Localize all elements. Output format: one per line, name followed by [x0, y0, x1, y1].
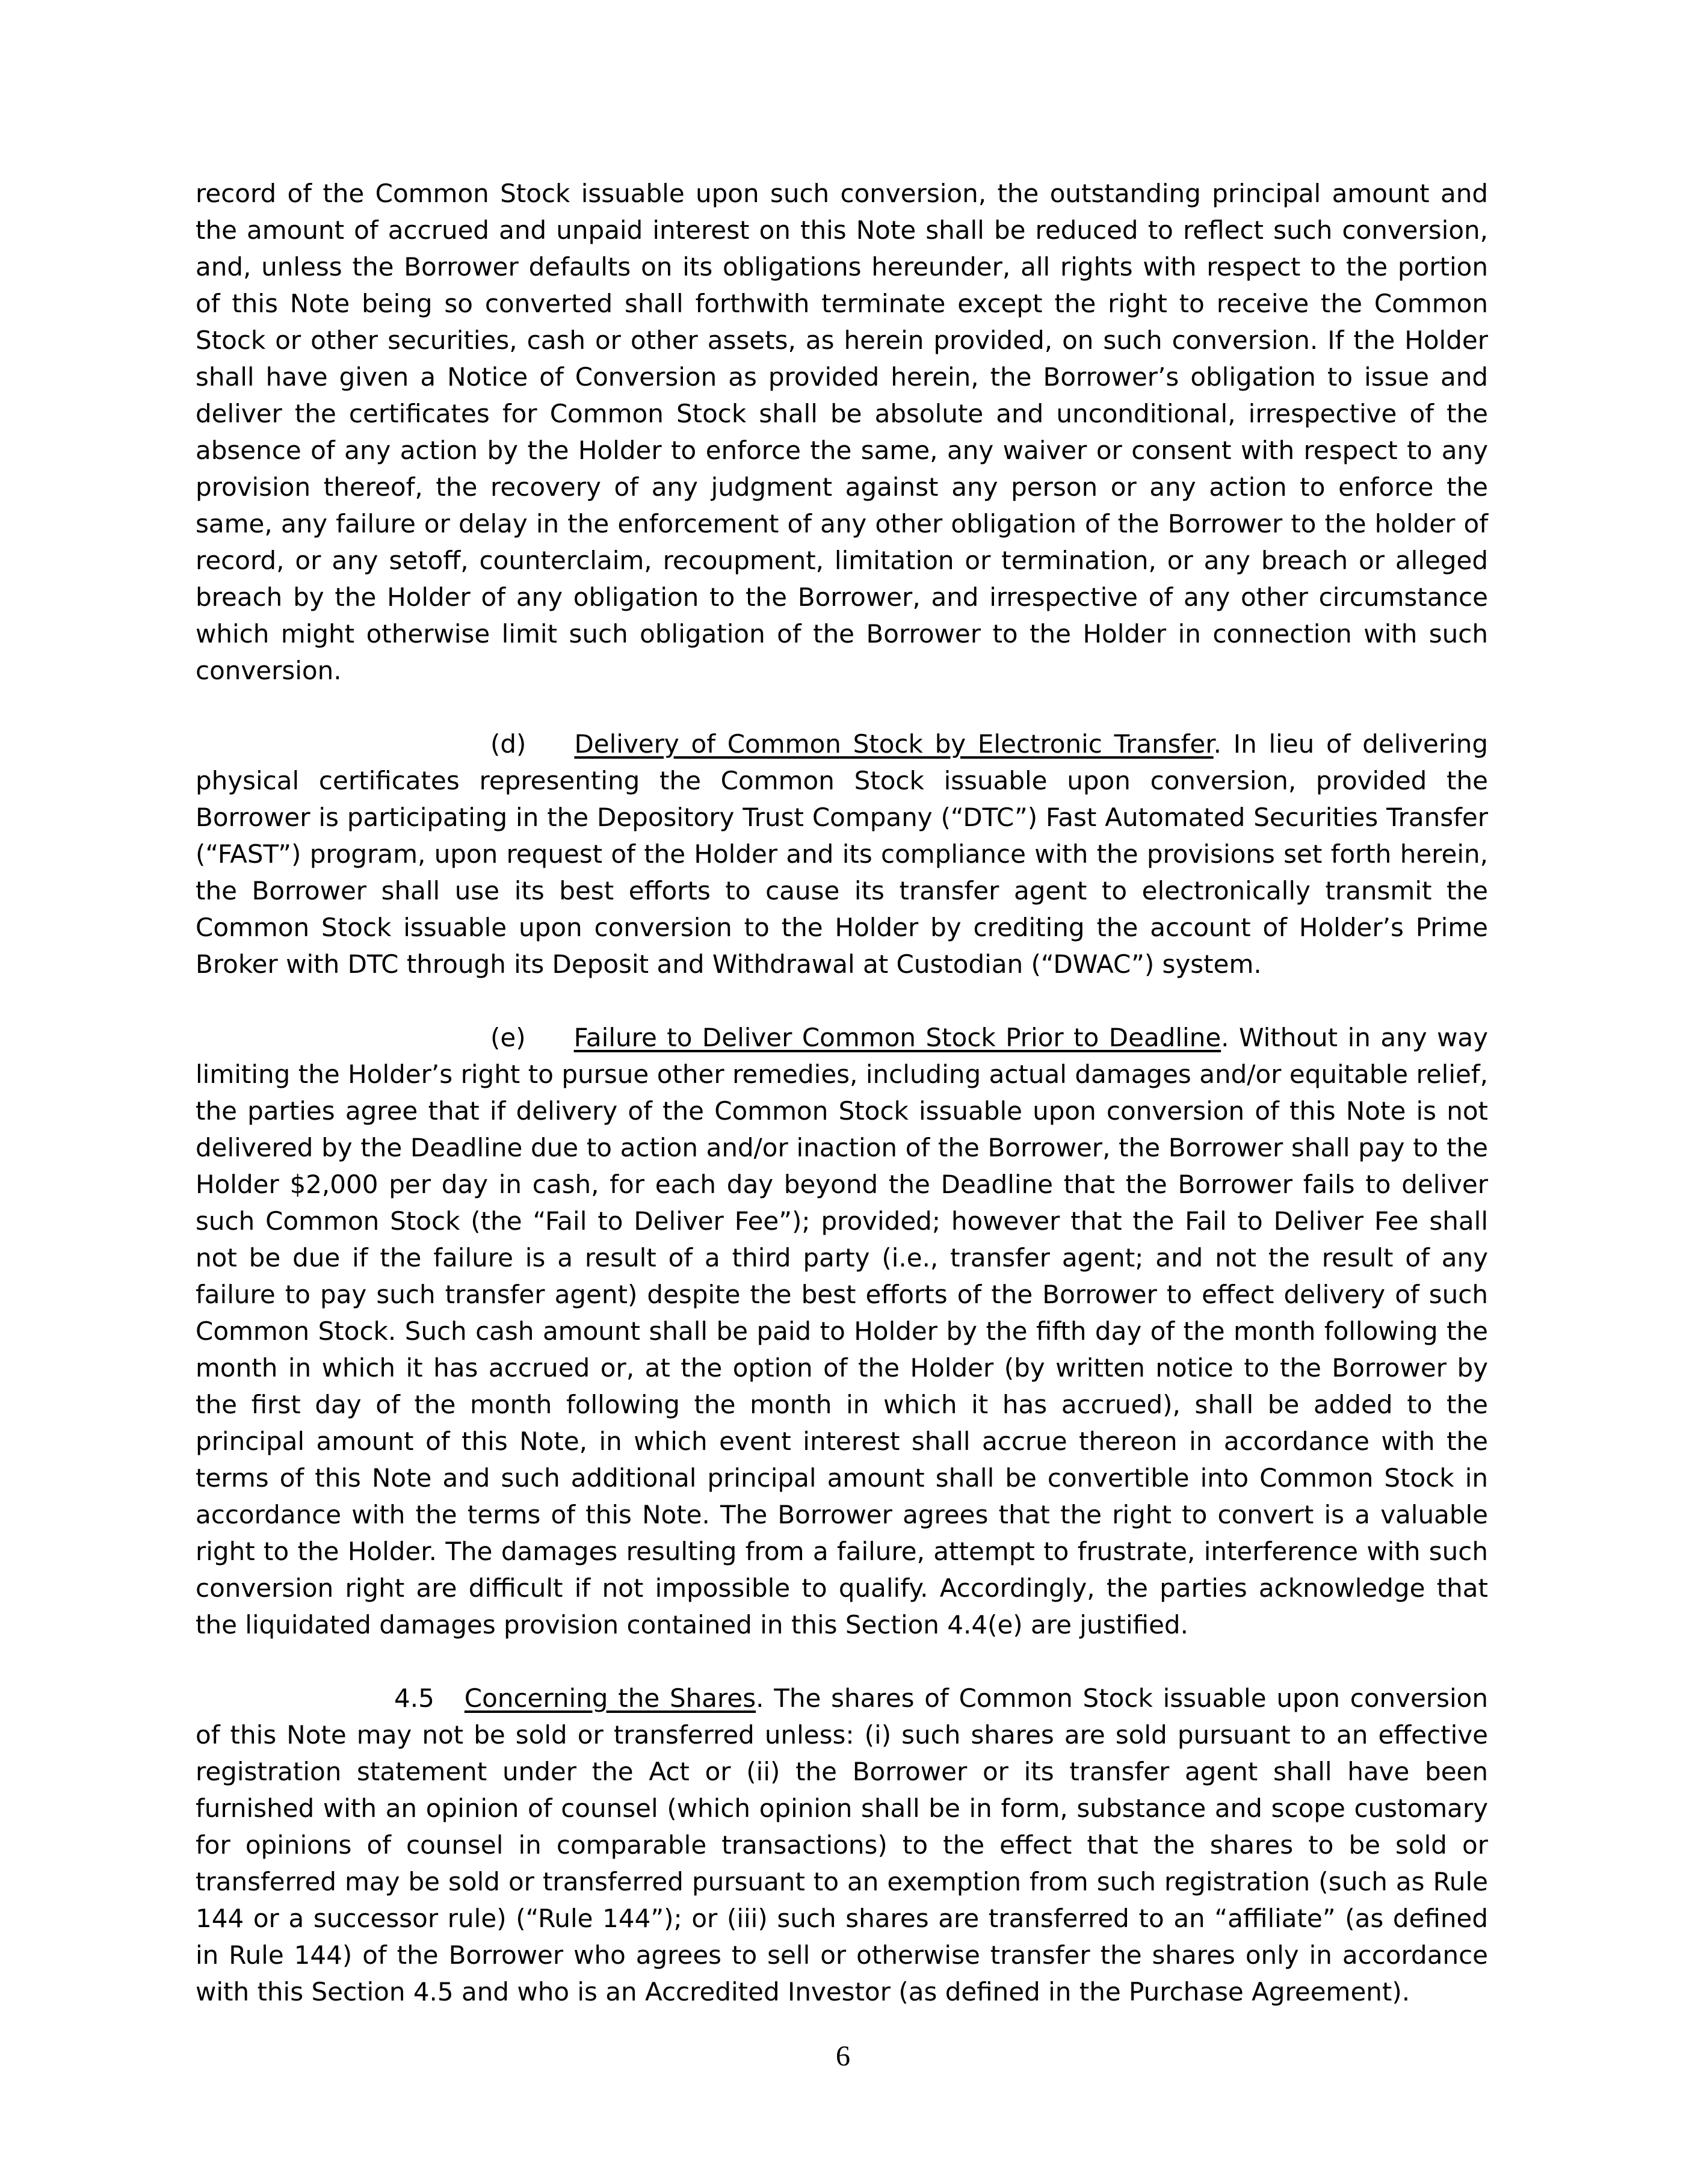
section-4-5-number: 4.5 — [394, 1683, 434, 1713]
section-4-5-heading: Concerning the Shares — [464, 1683, 756, 1713]
section-e-body: Without in any way limiting the Holder’s right to pursue other remedies, including actual damages and/or equitable relief, the parties agree that if delivery of the Common Stock issuable upon conversion of this Note is not delivered by the Deadline due to action and/or inaction of the Borrower, the Borrower shall pay to the Holder $2,000 per day in cash, for each day beyond the Deadline that the Borrower fails to deliver such Common Stock (the “Fail to Deliver Fee”); provided; however that the Fail to Deliver Fee shall not be due if the failure is a result of a third party (i.e., transfer agent; and not the result of any failure to pay such transfer agent) despite the best efforts of the Borrower to effect delivery of such Common Stock. Such cash amount shall be paid to Holder by the fifth day of the month following the month in which it has accrued or, at the option of the Holder (by written notice to the Borrower by the first day of the month following the month in which it has accrued), shall be added to the principal amount of this Note, in which event interest shall accrue thereon in accordance with the terms of this Note and such additional principal amount shall be convertible into Common Stock in accordance with the terms of this Note. The Borrower agrees that the right to convert is a valuable right to the Holder. The damages resulting from a failure, attempt to frustrate, interference with such conversion right are difficult if not impossible to qualify. Accordingly, the parties acknowledge that the liquidated damages provision contained in this Section 4.4(e) are justified. — [196, 1023, 1488, 1640]
section-4-5-body: The shares of Common Stock issuable upon conversion of this Note may not be sold or transferred unless: (i) such shares are sold pursuant to an effective registration statement under the Act or (ii) the Borrower or its transfer agent shall have been furnished with an opinion of counsel (which opinion shall be in form, substance and scope customary for opinions of counsel in comparable transactions) to the effect that the shares to be sold or transferred may be sold or transferred pursuant to an exemption from such registration (such as Rule 144 or a successor rule) (“Rule 144”); or (iii) such shares are transferred to an “affiliate” (as defined in Rule 144) of the Borrower who agrees to sell or otherwise transfer the shares only in accordance with this Section 4.5 and who is an Accredited Investor (as defined in the Purchase Agreement). — [196, 1683, 1488, 2007]
document-page — [196, 175, 1488, 2047]
section-e-heading: Failure to Deliver Common Stock Prior to Deadline — [573, 1023, 1221, 1052]
continued-paragraph: record of the Common Stock issuable upon such conversion, the outstanding principal amount and the amount of accrued and unpaid interest on this Note shall be reduced to reflect such conversion, and, unless the Borrower defaults on its obligations hereunder, all rights with respect to the portion of this Note being so converted shall forthwith terminate except the right to receive the Common Stock or other securities, cash or other assets, as herein provided, on such conversion. If the Holder shall have given a Notice of Conversion as provided herein, the Borrower’s obligation to issue and deliver the certificates for Common Stock shall be absolute and unconditional, irrespective of the absence of any action by the Holder to enforce the same, any waiver or consent with respect to any provision thereof, the recovery of any judgment against any person or any action to enforce the same, any failure or delay in the enforcement of any other obligation of the Borrower to the holder of record, or any setoff, counterclaim, recoupment, limitation or termination, or any breach or alleged breach by the Holder of any obligation to the Borrower, and irrespective of any other circumstance which might otherwise limit such obligation of the Borrower to the Holder in connection with such conversion. — [196, 179, 1488, 685]
section-d-body: In lieu of delivering physical certificates representing the Common Stock issuable upon conversion, provided the Borrower is participating in the Depository Trust Company (“DTC”) Fast Automated Securities Transfer (“FAST”) program, upon request of the Holder and its compliance with the provisions set forth herein, the Borrower shall use its best efforts to cause its transfer agent to electronically transmit the Common Stock issuable upon conversion to the Holder by crediting the account of Holder’s Prime Broker with DTC through its Deposit and Withdrawal at Custodian (“DWAC”) system. — [196, 729, 1488, 979]
section-d-paragraph — [196, 726, 1488, 982]
section-4-5-paragraph — [196, 1680, 1488, 2010]
section-d-heading-end: . — [1213, 729, 1222, 759]
section-d-heading: Delivery of Common Stock by Electronic Transfer — [574, 729, 1214, 759]
section-4-5-heading-end: . — [756, 1683, 764, 1713]
page-number: 6 — [836, 2040, 850, 2072]
section-e-number: (e) — [490, 1023, 526, 1052]
section-e-heading-end: . — [1221, 1023, 1229, 1052]
section-e-paragraph — [196, 1019, 1488, 1643]
section-d-number: (d) — [490, 729, 526, 759]
